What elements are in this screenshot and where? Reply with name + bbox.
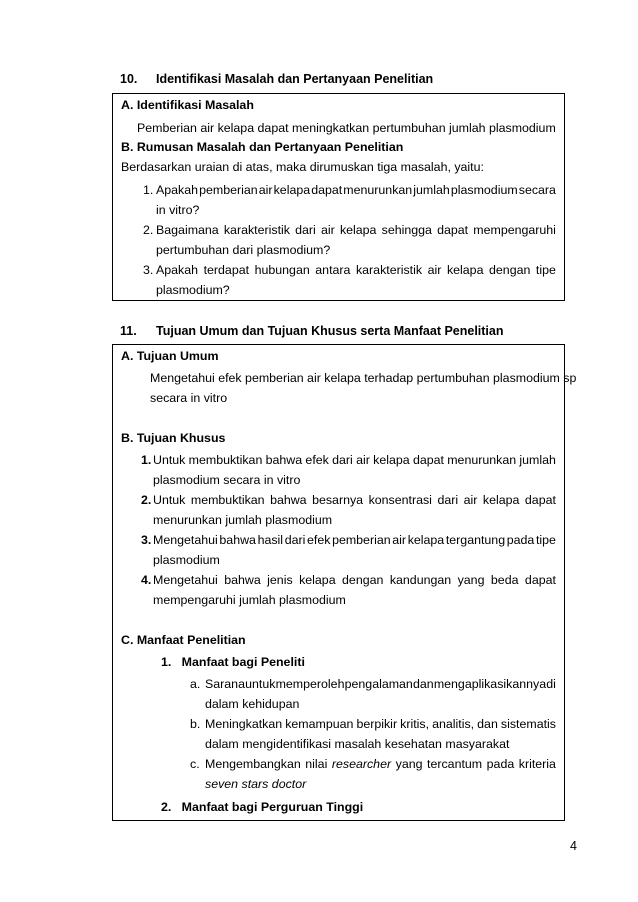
word: jumlah [413, 183, 450, 197]
word: Meningkatkan [205, 717, 283, 731]
word: air [320, 223, 335, 237]
tujuan-umum-text-line1: Mengetahui efek pemberian air kelapa terhadap pertumbuhan plasmodium sp [150, 371, 577, 385]
word: dari [332, 453, 353, 467]
word: bahwa [270, 493, 307, 507]
list-item-line2: plasmodium secara in vitro [153, 473, 301, 487]
word: pada [506, 533, 535, 547]
word-italic: researcher [331, 757, 392, 771]
word: yang [457, 573, 485, 587]
word: kandungan [389, 573, 452, 587]
word: tergantung [445, 533, 506, 547]
word: antara [315, 263, 351, 277]
word: bahwa [265, 453, 303, 467]
word: kelapa [339, 223, 377, 237]
rumusan-intro: Berdasarkan uraian di atas, maka dirumuskan tiga masalah, yaitu: [121, 160, 484, 174]
list-item-number: 2. [141, 493, 152, 507]
word: Mengetahui [153, 533, 218, 547]
list-item-line1 [205, 757, 556, 771]
word: analitis, [432, 717, 475, 731]
word: kelapa [407, 533, 445, 547]
list-item-number: 4. [141, 573, 152, 587]
list-item-line1 [153, 573, 556, 587]
list-item-line1 [156, 223, 556, 237]
section-10-box [112, 93, 565, 301]
word: karakteristik [223, 223, 290, 237]
word: dapat [412, 453, 444, 467]
word: untuk [245, 677, 276, 691]
section-title: Identifikasi Masalah dan Pertanyaan Penelitian [156, 72, 434, 86]
word: kemampuan [285, 717, 354, 731]
word: kriteria [518, 757, 556, 771]
word: efek [307, 533, 331, 547]
word: dapat [524, 493, 556, 507]
list-item-letter: c. [190, 757, 200, 771]
list-item-line1 [153, 453, 556, 467]
list-item-letter: a. [190, 677, 201, 691]
word: bahwa [224, 573, 261, 587]
word: hubungan [254, 263, 310, 277]
word: pemberian [332, 533, 391, 547]
word: dapat [437, 223, 469, 237]
section-number: 11. [120, 324, 137, 338]
word: nilai [305, 757, 328, 771]
tujuan-umum-text-line2: secara in vitro [150, 391, 228, 405]
rumusan-heading: B. Rumusan Masalah dan Pertanyaan Penelitian [121, 140, 404, 154]
word: efek [305, 453, 329, 467]
word: di [546, 677, 556, 691]
list-item-line2: plasmodium [153, 553, 220, 567]
word: pengalaman [344, 677, 413, 691]
word: dari [295, 223, 316, 237]
word: jenis [267, 573, 293, 587]
word: yang [395, 757, 423, 771]
word: mempengaruhi [473, 223, 556, 237]
list-item-letter: b. [190, 717, 201, 731]
word: kelapa [273, 183, 311, 197]
word: air [463, 493, 478, 507]
list-item-line2: menurunkan jumlah plasmodium [153, 513, 333, 527]
word: secara [518, 183, 556, 197]
word: karakteristik [355, 263, 423, 277]
word: mengaplikasikannya [433, 677, 547, 691]
word: terdapat [203, 263, 250, 277]
word: kelapa [446, 263, 484, 277]
word: Mengetahui [153, 573, 218, 587]
word: sistematis [500, 717, 556, 731]
word: dapat [311, 183, 343, 197]
list-item-line2: dalam kehidupan [205, 697, 300, 711]
word: sehingga [381, 223, 432, 237]
manfaat-peneliti-heading: 1. Manfaat bagi Peneliti [161, 655, 305, 669]
word: dengan [489, 263, 531, 277]
word: dari [284, 533, 306, 547]
word: kelapa [299, 573, 336, 587]
list-item-line2: mempengaruhi jumlah plasmodium [153, 593, 346, 607]
section-11-box [112, 344, 577, 821]
list-item-line2: seven stars doctor [205, 777, 307, 791]
manfaat-heading: C. Manfaat Penelitian [121, 633, 246, 647]
word: menurunkan [447, 453, 517, 467]
word: membuktikan [188, 453, 263, 467]
word: air [392, 533, 407, 547]
identifikasi-heading: A. Identifikasi Masalah [121, 98, 254, 112]
word: berpikir [356, 717, 398, 731]
word: menurunkan [343, 183, 413, 197]
word: membuktikan [190, 493, 265, 507]
word: pemberian [199, 183, 258, 197]
list-item-number: 3. [143, 263, 154, 277]
word: pada [486, 757, 515, 771]
manfaat-perguruan-tinggi-heading: 2. Manfaat bagi Perguruan Tinggi [161, 800, 364, 814]
word: air [427, 263, 442, 277]
word: Apakah [156, 263, 199, 277]
section-number: 10. [120, 72, 138, 86]
list-item-number: 3. [141, 533, 152, 547]
list-item-line1 [205, 717, 556, 731]
word: Sarana [205, 677, 245, 691]
list-item-number: 1. [143, 183, 154, 197]
word: air [258, 183, 273, 197]
word: memperoleh [275, 677, 345, 691]
word: Mengembangkan [205, 757, 301, 771]
list-item-line1 [153, 493, 556, 507]
word: beda [490, 573, 519, 587]
word: Untuk [153, 493, 186, 507]
word: Apakah [156, 183, 199, 197]
word: konsentrasi [368, 493, 432, 507]
word: dan [477, 717, 498, 731]
word: dan [412, 677, 434, 691]
word: jumlah [519, 453, 556, 467]
list-item-line1 [156, 263, 556, 277]
identifikasi-text: Pemberian air kelapa dapat meningkatkan pertumbuhan jumlah plasmodium [137, 121, 556, 135]
word: dapat [524, 573, 556, 587]
word: tipe [535, 263, 556, 277]
list-item-line1 [153, 533, 556, 547]
word: kritis, [400, 717, 430, 731]
tujuan-umum-heading: A. Tujuan Umum [121, 349, 219, 363]
list-item-line1 [205, 677, 556, 691]
word: air [356, 453, 370, 467]
word: dengan [342, 573, 384, 587]
word: dari [437, 493, 459, 507]
list-item-line2: dalam mengidentifikasi masalah kesehatan masyarakat [205, 737, 510, 751]
list-item-line1 [156, 183, 556, 197]
word: tipe [535, 533, 556, 547]
word: kelapa [482, 493, 520, 507]
word: Untuk [153, 453, 186, 467]
tujuan-khusus-heading: B. Tujuan Khusus [121, 431, 226, 445]
section-10-heading [120, 72, 433, 86]
list-item-number: 1. [141, 453, 152, 467]
section-11-heading [120, 324, 504, 338]
section-title: Tujuan Umum dan Tujuan Khusus serta Manfaat Penelitian [156, 324, 504, 338]
word: besarnya [312, 493, 364, 507]
word: Bagaimana [156, 223, 219, 237]
list-item-line2: in vitro? [156, 203, 200, 217]
word: plasmodium [450, 183, 518, 197]
list-item-number: 2. [143, 223, 154, 237]
page-number: 4 [570, 839, 577, 853]
word: tercantum [427, 757, 483, 771]
word: bahwa [219, 533, 256, 547]
word: kelapa [373, 453, 410, 467]
list-item-line2: pertumbuhan dari plasmodium? [156, 243, 331, 257]
list-item-line2: plasmodium? [156, 283, 230, 297]
word: hasil [257, 533, 284, 547]
